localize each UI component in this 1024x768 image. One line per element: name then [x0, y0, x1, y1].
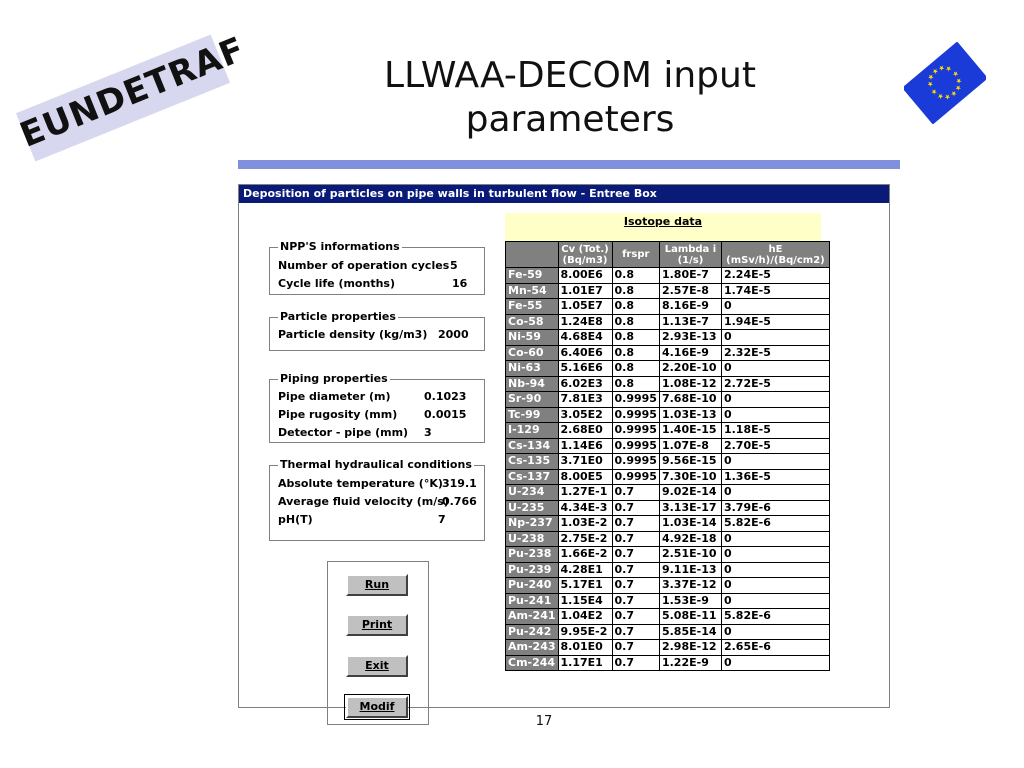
he-cell[interactable]: 3.79E-6: [721, 500, 829, 516]
lambda-cell[interactable]: 1.03E-14: [659, 516, 721, 532]
isotope-name-cell: Np-237: [506, 516, 559, 532]
svg-text:★: ★: [930, 66, 941, 77]
frspr-cell[interactable]: 0.8: [612, 268, 659, 284]
frspr-cell[interactable]: 0.7: [612, 531, 659, 547]
isotope-name-cell: Fe-59: [506, 268, 559, 284]
isotope-name-cell: Ni-59: [506, 330, 559, 346]
he-cell[interactable]: 5.82E-6: [721, 516, 829, 532]
lambda-cell[interactable]: 4.16E-9: [659, 345, 721, 361]
particle-properties-title: Particle properties: [280, 310, 396, 323]
isotope-row: [506, 345, 830, 361]
lambda-cell[interactable]: 7.30E-10: [659, 469, 721, 485]
he-cell[interactable]: 0: [721, 562, 829, 578]
logo-text: EUNDETRAF: [14, 29, 251, 156]
isotope-row: [506, 609, 830, 625]
he-cell[interactable]: 1.18E-5: [721, 423, 829, 439]
cv-cell[interactable]: 8.00E5: [558, 469, 612, 485]
cv-cell[interactable]: 1.27E-1: [558, 485, 612, 501]
isotope-row: [506, 578, 830, 594]
isotope-name-cell: Cm-244: [506, 655, 559, 671]
frspr-cell[interactable]: 0.8: [612, 314, 659, 330]
npp-info-group: [269, 240, 485, 295]
he-cell[interactable]: 0: [721, 593, 829, 609]
cv-cell[interactable]: 1.14E6: [558, 438, 612, 454]
cv-cell[interactable]: 5.17E1: [558, 578, 612, 594]
frspr-cell[interactable]: 0.7: [612, 624, 659, 640]
cv-cell[interactable]: 4.68E4: [558, 330, 612, 346]
frspr-cell[interactable]: 0.8: [612, 330, 659, 346]
lambda-cell[interactable]: 7.68E-10: [659, 392, 721, 408]
frspr-cell[interactable]: 0.9995: [612, 423, 659, 439]
isotope-row: [506, 469, 830, 485]
lambda-cell[interactable]: 9.11E-13: [659, 562, 721, 578]
run-button[interactable]: Run: [346, 574, 408, 596]
isotope-row: [506, 531, 830, 547]
particle-density-label: Particle density (kg/m3): [278, 328, 428, 341]
pipe-rugosity-row: [278, 407, 467, 423]
ph-row: [278, 512, 446, 528]
svg-text:★: ★: [925, 79, 936, 90]
ph-value[interactable]: 7: [438, 513, 446, 526]
lambda-cell[interactable]: 2.57E-8: [659, 283, 721, 299]
cv-cell[interactable]: 1.17E1: [558, 655, 612, 671]
piping-properties-title: Piping properties: [280, 372, 388, 385]
isotope-row: [506, 407, 830, 423]
frspr-cell[interactable]: 0.7: [612, 609, 659, 625]
lambda-cell[interactable]: 1.08E-12: [659, 376, 721, 392]
frspr-cell[interactable]: 0.7: [612, 655, 659, 671]
cv-cell[interactable]: 4.34E-3: [558, 500, 612, 516]
slide-title-line-2: parameters: [465, 99, 675, 140]
he-cell[interactable]: 0: [721, 578, 829, 594]
svg-text:★: ★: [943, 63, 954, 74]
lambda-cell[interactable]: 5.85E-14: [659, 624, 721, 640]
frspr-cell[interactable]: 0.8: [612, 299, 659, 315]
frspr-cell[interactable]: 0.7: [612, 485, 659, 501]
cv-cell[interactable]: 6.02E3: [558, 376, 612, 392]
lambda-cell[interactable]: 3.13E-17: [659, 500, 721, 516]
cv-cell[interactable]: 8.00E6: [558, 268, 612, 284]
frspr-cell[interactable]: 0.8: [612, 361, 659, 377]
cycle-life-value[interactable]: 16: [452, 277, 468, 290]
cv-cell[interactable]: 1.05E7: [558, 299, 612, 315]
cycle-life-row: [278, 276, 468, 292]
frspr-cell[interactable]: 0.9995: [612, 438, 659, 454]
modif-button[interactable]: Modif: [346, 696, 408, 718]
operation-cycles-row: [278, 258, 458, 274]
isotope-name-cell: Pu-239: [506, 562, 559, 578]
lambda-cell[interactable]: 9.56E-15: [659, 454, 721, 470]
frspr-cell[interactable]: 0.7: [612, 516, 659, 532]
eu-flag-icon: [904, 42, 986, 124]
lambda-cell[interactable]: 1.80E-7: [659, 268, 721, 284]
col-header-isotope: [506, 242, 559, 268]
isotope-row: [506, 330, 830, 346]
he-cell[interactable]: 0: [721, 392, 829, 408]
fluid-velocity-value[interactable]: 0.766: [442, 495, 477, 508]
isotope-name-cell: U-238: [506, 531, 559, 547]
title-rule: [238, 160, 900, 169]
isotope-name-cell: Sr-90: [506, 392, 559, 408]
particle-density-value[interactable]: 2000: [438, 328, 469, 341]
cv-cell[interactable]: 3.71E0: [558, 454, 612, 470]
isotope-row: [506, 283, 830, 299]
cv-cell[interactable]: 1.66E-2: [558, 547, 612, 563]
svg-text:★: ★: [936, 63, 947, 74]
svg-text:★: ★: [925, 72, 936, 83]
isotope-table-body: [506, 268, 830, 671]
cv-cell[interactable]: 2.75E-2: [558, 531, 612, 547]
frspr-cell[interactable]: 0.7: [612, 640, 659, 656]
isotope-name-cell: U-234: [506, 485, 559, 501]
lambda-cell[interactable]: 1.13E-7: [659, 314, 721, 330]
he-cell[interactable]: 0: [721, 531, 829, 547]
detector-pipe-label: Detector - pipe (mm): [278, 426, 409, 439]
particle-properties-group: [269, 310, 485, 351]
he-cell[interactable]: 0: [721, 655, 829, 671]
frspr-cell[interactable]: 0.7: [612, 578, 659, 594]
cycle-life-label: Cycle life (months): [278, 277, 395, 290]
svg-text:★: ★: [950, 68, 961, 80]
operation-cycles-value[interactable]: 5: [450, 259, 458, 272]
pipe-rugosity-label: Pipe rugosity (mm): [278, 408, 398, 421]
isotope-name-cell: Fe-55: [506, 299, 559, 315]
isotope-name-cell: I-129: [506, 423, 559, 439]
lambda-cell[interactable]: 2.20E-10: [659, 361, 721, 377]
slide-title-line-1: LLWAA-DECOM input: [384, 55, 756, 96]
cv-cell[interactable]: 1.04E2: [558, 609, 612, 625]
window-body: [239, 203, 889, 713]
isotope-name-cell: Pu-241: [506, 593, 559, 609]
cv-cell[interactable]: 1.01E7: [558, 283, 612, 299]
lambda-cell[interactable]: 2.51E-10: [659, 547, 721, 563]
svg-text:★: ★: [942, 91, 953, 103]
he-cell[interactable]: 2.70E-5: [721, 438, 829, 454]
frspr-cell[interactable]: 0.8: [612, 345, 659, 361]
piping-properties-group: [269, 372, 485, 443]
isotope-row: [506, 624, 830, 640]
isotope-row: [506, 454, 830, 470]
lambda-cell[interactable]: 5.08E-11: [659, 609, 721, 625]
lambda-cell[interactable]: 1.22E-9: [659, 655, 721, 671]
lambda-cell[interactable]: 1.40E-15: [659, 423, 721, 439]
frspr-cell[interactable]: 0.7: [612, 562, 659, 578]
isotope-name-cell: Mn-54: [506, 283, 559, 299]
fluid-velocity-row: [278, 494, 477, 510]
cv-cell[interactable]: 9.95E-2: [558, 624, 612, 640]
cv-cell[interactable]: 6.40E6: [558, 345, 612, 361]
isotope-row: [506, 640, 830, 656]
cv-cell[interactable]: 1.15E4: [558, 593, 612, 609]
entree-box-window: [238, 184, 890, 713]
isotope-name-cell: Cs-134: [506, 438, 559, 454]
isotope-row: [506, 299, 830, 315]
isotope-name-cell: Am-241: [506, 609, 559, 625]
thermal-hydraulical-group: [269, 458, 485, 541]
particle-density-row: [278, 327, 469, 343]
he-cell[interactable]: 1.36E-5: [721, 469, 829, 485]
svg-text:★: ★: [949, 88, 959, 99]
lambda-cell[interactable]: 2.98E-12: [659, 640, 721, 656]
isotope-name-cell: Pu-242: [506, 624, 559, 640]
window-title-bar[interactable]: Deposition of particles on pipe walls in turbulent flow - Entree Box: [239, 185, 889, 203]
isotope-data-table: [505, 241, 830, 671]
isotope-row: [506, 500, 830, 516]
pipe-rugosity-value[interactable]: 0.0015: [424, 408, 467, 421]
absolute-temperature-value[interactable]: 319.1: [442, 477, 477, 490]
isotope-row: [506, 392, 830, 408]
isotope-data-caption: Isotope data: [623, 215, 703, 228]
isotope-row: [506, 438, 830, 454]
isotope-row: [506, 485, 830, 501]
isotope-row: [506, 593, 830, 609]
frspr-cell[interactable]: 0.9995: [612, 454, 659, 470]
svg-text:★: ★: [953, 82, 964, 94]
fluid-velocity-label: Average fluid velocity (m/s): [278, 495, 449, 508]
frspr-cell[interactable]: 0.9995: [612, 469, 659, 485]
he-cell[interactable]: 5.82E-6: [721, 609, 829, 625]
absolute-temperature-row: [278, 476, 477, 492]
col-header-lambda: Lambda i (1/s): [659, 242, 721, 268]
he-cell[interactable]: 2.72E-5: [721, 376, 829, 392]
frspr-cell[interactable]: 0.7: [612, 500, 659, 516]
isotope-row: [506, 655, 830, 671]
absolute-temperature-label: Absolute temperature (°K): [278, 477, 443, 490]
lambda-cell[interactable]: 1.07E-8: [659, 438, 721, 454]
pipe-diameter-label: Pipe diameter (m): [278, 390, 391, 403]
lambda-cell[interactable]: 9.02E-14: [659, 485, 721, 501]
he-cell[interactable]: 2.24E-5: [721, 268, 829, 284]
he-cell[interactable]: 0: [721, 407, 829, 423]
col-header-cv: Cv (Tot.) (Bq/m3): [558, 242, 612, 268]
isotope-row: [506, 376, 830, 392]
isotope-row: [506, 361, 830, 377]
frspr-cell[interactable]: 0.7: [612, 593, 659, 609]
isotope-row: [506, 562, 830, 578]
ph-label: pH(T): [278, 513, 313, 526]
isotope-row: [506, 516, 830, 532]
isotope-name-cell: Cs-135: [506, 454, 559, 470]
eundetraf-logo: [8, 28, 251, 156]
pipe-diameter-value[interactable]: 0.1023: [424, 390, 467, 403]
lambda-cell[interactable]: 1.53E-9: [659, 593, 721, 609]
frspr-cell[interactable]: 0.7: [612, 547, 659, 563]
he-cell[interactable]: 0: [721, 361, 829, 377]
he-cell[interactable]: 0: [721, 485, 829, 501]
isotope-name-cell: Am-243: [506, 640, 559, 656]
he-cell[interactable]: 0: [721, 624, 829, 640]
he-cell[interactable]: 0: [721, 330, 829, 346]
cv-cell[interactable]: 5.16E6: [558, 361, 612, 377]
isotope-row: [506, 268, 830, 284]
col-header-he: hE (mSv/h)/(Bq/cm2): [721, 242, 829, 268]
isotope-name-cell: Pu-240: [506, 578, 559, 594]
cv-cell[interactable]: 3.05E2: [558, 407, 612, 423]
isotope-name-cell: Tc-99: [506, 407, 559, 423]
isotope-name-cell: Ni-63: [506, 361, 559, 377]
isotope-name-cell: Co-58: [506, 314, 559, 330]
isotope-row: [506, 423, 830, 439]
operation-cycles-label: Number of operation cycles: [278, 259, 450, 272]
lambda-cell[interactable]: 1.03E-13: [659, 407, 721, 423]
isotope-row: [506, 314, 830, 330]
cv-cell[interactable]: 2.68E0: [558, 423, 612, 439]
lambda-cell[interactable]: 4.92E-18: [659, 531, 721, 547]
svg-text:★: ★: [935, 91, 946, 102]
frspr-cell[interactable]: 0.8: [612, 283, 659, 299]
he-cell[interactable]: 1.74E-5: [721, 283, 829, 299]
detector-pipe-row: [278, 425, 432, 441]
detector-pipe-value[interactable]: 3: [424, 426, 432, 439]
isotope-name-cell: Cs-137: [506, 469, 559, 485]
cv-cell[interactable]: 1.03E-2: [558, 516, 612, 532]
lambda-cell[interactable]: 2.93E-13: [659, 330, 721, 346]
pipe-diameter-row: [278, 389, 467, 405]
isotope-header-row: [506, 242, 830, 268]
page-number: 17: [535, 714, 553, 729]
button-panel: [327, 561, 429, 725]
npp-info-title: NPP'S informations: [280, 240, 400, 253]
exit-button[interactable]: Exit: [346, 655, 408, 677]
he-cell[interactable]: 0: [721, 299, 829, 315]
cv-cell[interactable]: 8.01E0: [558, 640, 612, 656]
he-cell[interactable]: 0: [721, 454, 829, 470]
col-header-frspr: frspr: [612, 242, 659, 268]
frspr-cell[interactable]: 0.8: [612, 376, 659, 392]
isotope-name-cell: Co-60: [506, 345, 559, 361]
isotope-name-cell: Nb-94: [506, 376, 559, 392]
frspr-cell[interactable]: 0.9995: [612, 407, 659, 423]
isotope-row: [506, 547, 830, 563]
he-cell[interactable]: 0: [721, 547, 829, 563]
print-button[interactable]: Print: [346, 614, 408, 636]
cv-cell[interactable]: 1.24E8: [558, 314, 612, 330]
frspr-cell[interactable]: 0.9995: [612, 392, 659, 408]
isotope-name-cell: U-235: [506, 500, 559, 516]
lambda-cell[interactable]: 3.37E-12: [659, 578, 721, 594]
svg-text:★: ★: [929, 86, 940, 98]
he-cell[interactable]: 2.65E-6: [721, 640, 829, 656]
he-cell[interactable]: 1.94E-5: [721, 314, 829, 330]
isotope-name-cell: Pu-238: [506, 547, 559, 563]
cv-cell[interactable]: 4.28E1: [558, 562, 612, 578]
svg-text:★: ★: [954, 75, 964, 87]
he-cell[interactable]: 2.32E-5: [721, 345, 829, 361]
cv-cell[interactable]: 7.81E3: [558, 392, 612, 408]
lambda-cell[interactable]: 8.16E-9: [659, 299, 721, 315]
slide-title: [320, 54, 820, 142]
thermal-hydraulical-title: Thermal hydraulical conditions: [280, 458, 472, 471]
